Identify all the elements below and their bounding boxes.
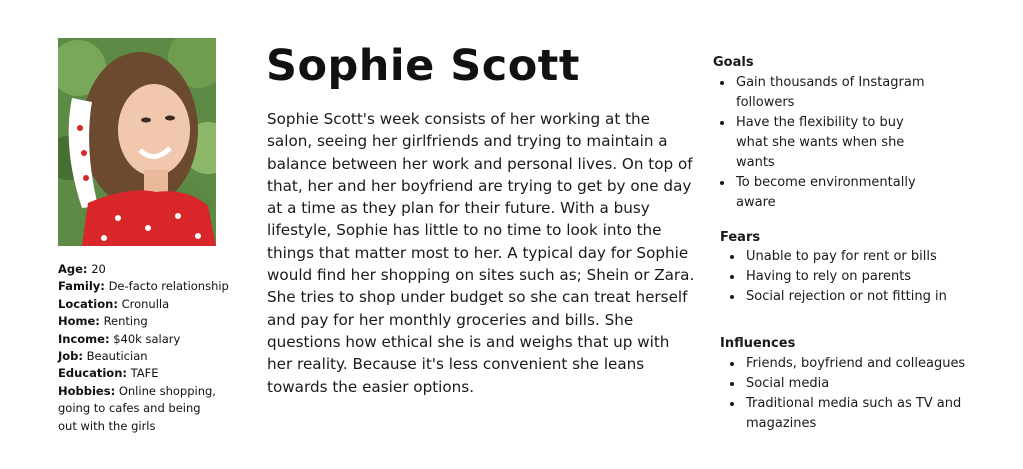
- list-item: • Gain thousands of Instagram followers: [734, 73, 934, 113]
- list-item: • Unable to pay for rent or bills: [744, 247, 984, 267]
- influences-list: [724, 354, 984, 434]
- persona-photo-image: [58, 38, 216, 246]
- persona-facts: [58, 261, 243, 435]
- persona-name: Sophie Scott: [266, 41, 580, 91]
- fact-education: Education: TAFE: [58, 366, 159, 381]
- fears-list: [724, 247, 984, 307]
- goals-heading: Goals: [713, 55, 754, 70]
- goals-list: [714, 73, 934, 213]
- list-item: • Social rejection or not fitting in: [744, 287, 984, 307]
- list-item: • Friends, boyfriend and colleagues: [744, 354, 984, 374]
- list-item: • To become environmentally aware: [734, 173, 934, 213]
- fact-location: Location: Cronulla: [58, 296, 170, 311]
- fact-home: Home: Renting: [58, 314, 148, 329]
- fact-family: Family: De-facto relationship: [58, 279, 229, 294]
- persona-story: Sophie Scott's week consists of her working at the salon, seeing her girlfriends and trying to maintain a balance between her work and personal lives. On top of that, her and her boyfriend are trying to get by one day at a time as they plan for their future. With a busy lifestyle, Sophie has little to no time to look into the things that matter most to her. A typical day for Sophie would find her shopping on sites such as; Shein or Zara. She tries to shop under budget so she can treat herself and pay for her monthly groceries and bills. She questions how ethical she is and weighs that up with her reality. Because it's less convenient she leans towards the easier options.: [267, 110, 695, 396]
- influences-heading: Influences: [720, 336, 796, 351]
- list-item: • Traditional media such as TV and magazines: [744, 394, 984, 434]
- list-item: • Social media: [744, 374, 984, 394]
- fact-hobbies: Hobbies: Online shopping, going to cafes and being out with the girls: [58, 383, 216, 433]
- fact-income: Income: $40k salary: [58, 331, 181, 346]
- persona-photo: [58, 38, 216, 246]
- list-item: • Having to rely on parents: [744, 267, 984, 287]
- fact-age: Age: 20: [58, 262, 106, 276]
- list-item: • Have the flexibility to buy what she wants when she wants: [734, 113, 934, 173]
- fears-heading: Fears: [720, 230, 761, 245]
- fact-job: Job: Beautician: [58, 349, 148, 364]
